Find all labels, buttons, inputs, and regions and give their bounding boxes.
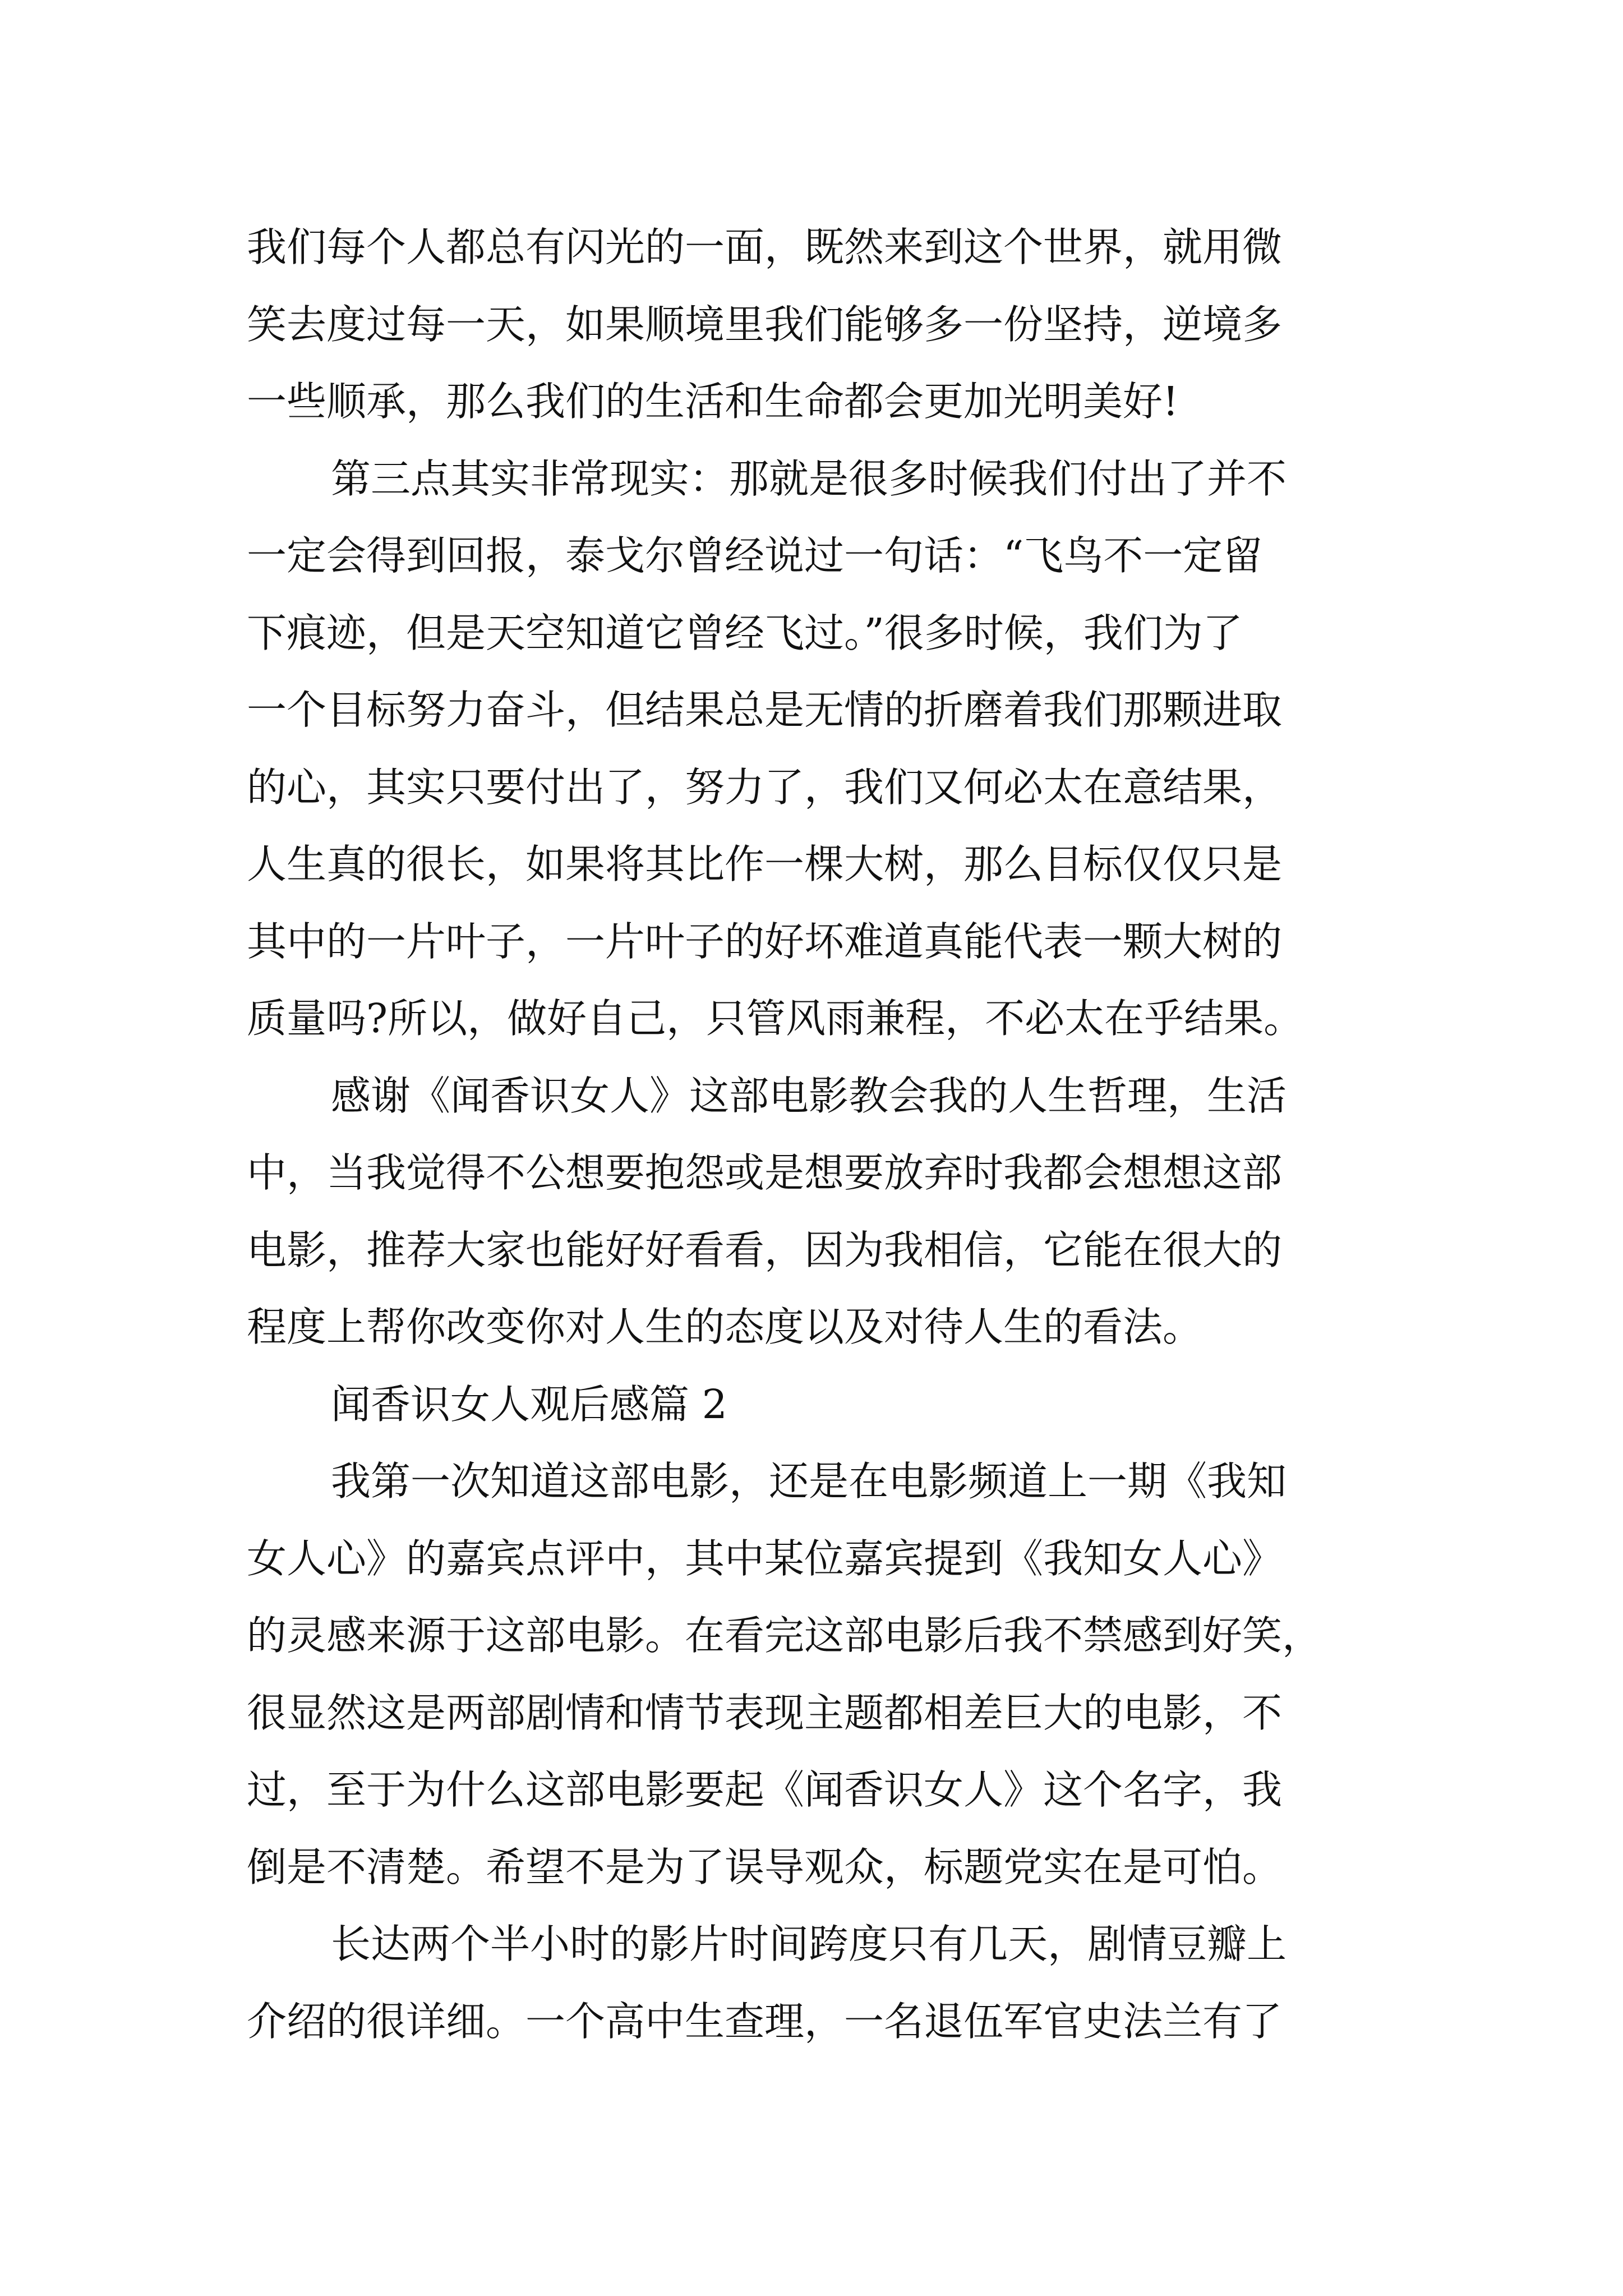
text-line: 的灵感来源于这部电影。在看完这部电影后我不禁感到好笑， [247, 1612, 1322, 1659]
document-body [247, 209, 1382, 2060]
text-line: 很显然这是两部剧情和情节表现主题都相差巨大的电影，不 [247, 1689, 1283, 1736]
text-line: 感谢《闻香识女人》这部电影教会我的人生哲理，生活 [331, 1072, 1287, 1119]
text-line: 笑去度过每一天，如果顺境里我们能够多一份坚持，逆境多 [247, 301, 1283, 348]
text-line: 闻香识女人观后感篇 2 [331, 1381, 727, 1428]
text-line: 女人心》的嘉宾点评中，其中某位嘉宾提到《我知女人心》 [247, 1535, 1283, 1582]
text-line: 我们每个人都总有闪光的一面，既然来到这个世界，就用微 [247, 224, 1283, 270]
text-line: 电影，推荐大家也能好好看看，因为我相信，它能在很大的 [247, 1226, 1283, 1273]
text-line: 质量吗?所以，做好自己，只管风雨兼程，不必太在乎结果。 [247, 995, 1304, 1042]
text-line: 我第一次知道这部电影，还是在电影频道上一期《我知 [331, 1458, 1287, 1504]
text-line: 其中的一片叶子，一片叶子的好坏难道真能代表一颗大树的 [247, 918, 1283, 965]
text-line: 程度上帮你改变你对人生的态度以及对待人生的看法。 [247, 1304, 1203, 1350]
text-line: 的心，其实只要付出了，努力了，我们又何必太在意结果， [247, 763, 1283, 811]
text-line: 第三点其实非常现实：那就是很多时候我们付出了并不 [331, 455, 1287, 502]
text-line: 一些顺承，那么我们的生活和生命都会更加光明美好! [247, 378, 1179, 425]
text-line: 一定会得到回报，泰戈尔曾经说过一句话：“飞鸟不一定留 [247, 532, 1263, 579]
text-line: 倒是不清楚。希望不是为了误导观众，标题党实在是可怕。 [247, 1843, 1283, 1890]
text-line: 过，至于为什么这部电影要起《闻香识女人》这个名字，我 [247, 1766, 1283, 1813]
text-line: 中，当我觉得不公想要抱怨或是想要放弃时我都会想想这部 [247, 1149, 1283, 1196]
text-line: 一个目标努力奋斗，但结果总是无情的折磨着我们那颗进取 [247, 687, 1283, 733]
text-line: 长达两个半小时的影片时间跨度只有几天，剧情豆瓣上 [331, 1921, 1287, 1967]
text-line: 人生真的很长，如果将其比作一棵大树，那么目标仅仅只是 [247, 841, 1283, 887]
text-line: 下痕迹，但是天空知道它曾经飞过。”很多时候，我们为了 [247, 609, 1243, 656]
text-line: 介绍的很详细。一个高中生查理，一名退伍军官史法兰有了 [247, 1998, 1283, 2045]
